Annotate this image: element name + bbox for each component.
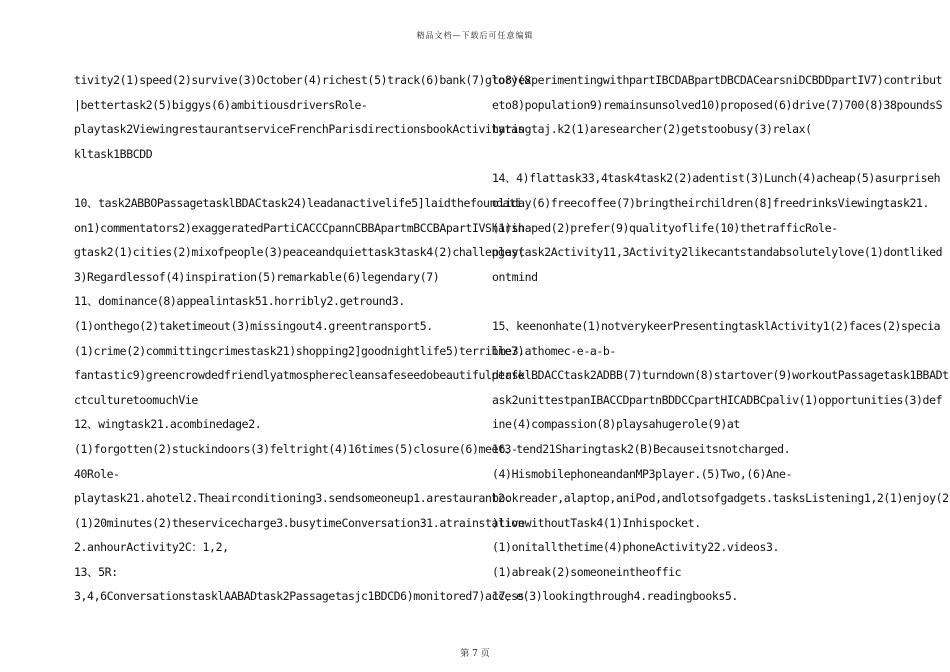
text-line: oliday(6)freecoffee(7)bringtheirchildren(8]freedrinksViewingtask21.	[492, 195, 930, 210]
paragraph-gap	[492, 142, 867, 167]
text-line: 14、4)flattask33,4task4task2(2)adentist(3)Lunch(4)acheap(5)asurpriseh	[492, 171, 941, 186]
text-line: 11、dominance(8)appealintask51.horribly2.getround3.	[74, 294, 405, 309]
text-line: bookreader,alaptop,aniPod,andlotsofgadgets.tasksListening1,2(1)enjoy(2	[492, 491, 949, 506]
text-line: 40Role-	[74, 466, 120, 481]
text-line: dtasklBDACCtask2ADBB(7)turndown(8)startover(9)workoutPassagetask1BBADt	[492, 368, 949, 383]
text-line: tivity2(1)speed(2)survive(3)October(4)richest(5)track(6)bank(7)glory(8	[74, 73, 531, 87]
text-line: (4)HismobilephoneandanMP3player.(5)Two,(6)Ane-	[492, 466, 793, 481]
text-line: eto8)population9)remainsunsolved10)proposed(6)drive(7)700(8)38poundsS	[492, 97, 943, 112]
text-line: gtask2(1)cities(2)mixofpeople(3)peaceandquiettask3task4(2)challenges(	[74, 245, 525, 260]
text-line: lme3.athomec-e-a-b-	[492, 343, 616, 358]
text-line: (1)shaped(2)prefer(9)qualityoflife(10)thetrafficRole-	[492, 220, 838, 235]
text-line: (1)20minutes(2)theservicecharge3.busytimeConversation31.atrainstation	[74, 515, 525, 530]
text-line: playtask21.ahotel2.Theairconditioning3.sendsomeoneup1.arestaurant2.	[74, 491, 512, 506]
text-line: 13、5R:	[74, 564, 118, 579]
paragraph-gap	[74, 166, 449, 191]
text-line: ontmind	[492, 269, 538, 284]
text-line: 3,4,6ConversationstasklAABADtask2Passagetasjc1BDCD6)monitored7)access	[74, 589, 525, 604]
text-line: (1)onitallthetime(4)phoneActivity22.videos3.	[492, 540, 780, 555]
paragraph-gap	[492, 289, 867, 314]
text-line: kltask1BBCDD	[74, 146, 153, 161]
text-line: )livewithoutTask4(1)Inhispocket.	[492, 515, 701, 530]
page-number: 第 7 页	[460, 649, 490, 659]
text-line: 12、wingtask21.acombinedage2.	[74, 417, 262, 432]
text-line: playtask2ViewingrestaurantserviceFrenchParisdirectionsbookActivitytas	[74, 122, 525, 137]
text-line: ctculturetoomuchVie	[74, 392, 198, 407]
text-line: 15、keenonhate(1)notverykeerPresentingtasklActivity1(2)faces(2)specia	[492, 318, 941, 333]
text-line: (1)abreak(2)someoneintheoffic	[492, 564, 682, 579]
text-line: 10、task2ABBOPassagetasklBDACtask24)leadanactivelife5]laidthefoundati	[74, 195, 523, 210]
text-line: 2.anhourActivity2C：1,2,	[74, 540, 229, 555]
text-line: 17、e(3)lookingthrough4.readingbooks5.	[492, 589, 738, 604]
text-line: fantastic9)greencrowdedfriendlyatmospherecleansafeseedobeautifulperfe	[74, 368, 525, 383]
text-line: on1)commentators2)exaggeratedPartiCACCCpannCBBApartmBCCBApartIVSharin	[74, 220, 525, 235]
text-line: to8)experimentingwithpartIBCDABpartDBCDACearsniDCBDDpartIV7)contribut	[492, 73, 943, 87]
text-line: (1)onthego(2)taketimeout(3)missingout4.greentransport5.	[74, 318, 433, 333]
text-line: (1)forgotten(2)stuckindoors(3)feltright(4)16times(5)closure(6)meet3-	[74, 441, 518, 456]
text-line: ine(4)compassion(8)playsahugerole(9)at	[492, 417, 740, 432]
text-line: |bettertask2(5)biggys(6)ambitiousdriversRole-	[74, 97, 368, 112]
text-line: 16、tend21Sharingtask2(B)Becauseitsnotcharged.	[492, 441, 791, 456]
text-line: 3)Regardlessof(4)inspiration(5)remarkable(6)legendary(7)	[74, 269, 440, 284]
text-line: haringtaj.k2(1)aresearcher(2)getstoobusy(3)relax(	[492, 122, 812, 137]
right-text-column	[492, 68, 949, 609]
page-header: 精品文档—下载后可任意编辑	[416, 31, 534, 40]
text-line: (1)crime(2)committingcrimestask21)shopping2]goodnightlife5)terrible7)	[74, 343, 525, 358]
text-line: playtask2Activity11,3Activity2likecantstandabsolutelylove(1)dontliked	[492, 245, 943, 260]
text-line: ask2unittestpanIBACCDpartnBDDCCpartHICADBCpaliv(1)opportunities(3)def	[492, 392, 943, 407]
